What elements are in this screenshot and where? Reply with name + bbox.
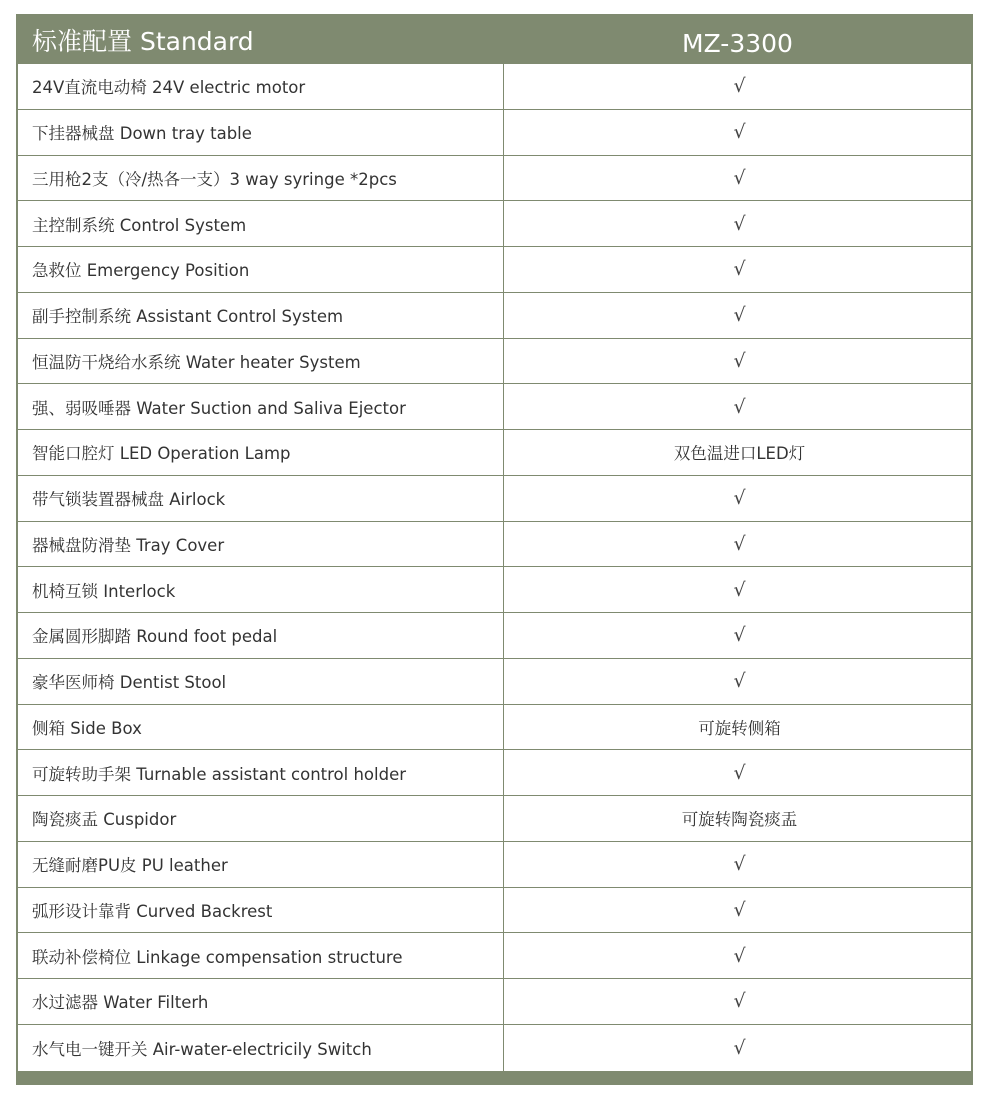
table-row — [18, 888, 971, 934]
check-mark-icon: √ — [733, 578, 746, 601]
table-body — [18, 64, 971, 1071]
table-row — [18, 64, 971, 110]
row-label: 弧形设计靠背 Curved Backrest — [18, 888, 504, 933]
row-label: 主控制系统 Control System — [18, 201, 504, 246]
row-label: 侧箱 Side Box — [18, 705, 504, 750]
table-row — [18, 659, 971, 705]
check-mark-icon: √ — [733, 990, 746, 1013]
check-mark-icon: √ — [733, 349, 746, 372]
row-label: 可旋转助手架 Turnable assistant control holder — [18, 750, 504, 795]
table-row — [18, 156, 971, 202]
table-row — [18, 110, 971, 156]
table-row — [18, 293, 971, 339]
row-label: 带气锁装置器械盘 Airlock — [18, 476, 504, 521]
row-label: 无缝耐磨PU皮 PU leather — [18, 842, 504, 887]
table-header — [18, 16, 971, 64]
row-label: 副手控制系统 Assistant Control System — [18, 293, 504, 338]
check-mark-icon: √ — [733, 944, 746, 967]
check-mark-icon: √ — [733, 532, 746, 555]
table-row — [18, 567, 971, 613]
check-mark-icon: √ — [733, 75, 746, 98]
row-label: 金属圆形脚踏 Round foot pedal — [18, 613, 504, 658]
row-label: 陶瓷痰盂 Cuspidor — [18, 796, 504, 841]
check-mark-icon: √ — [733, 853, 746, 876]
table-row — [18, 247, 971, 293]
row-label: 联动补偿椅位 Linkage compensation structure — [18, 933, 504, 978]
table-row — [18, 933, 971, 979]
header-model: MZ-3300 — [682, 28, 793, 58]
row-label: 智能口腔灯 LED Operation Lamp — [18, 430, 504, 475]
table-row — [18, 339, 971, 385]
table-row — [18, 842, 971, 888]
table-row — [18, 796, 971, 842]
check-mark-icon: √ — [733, 212, 746, 235]
row-label: 水过滤器 Water Filterh — [18, 979, 504, 1024]
row-value: 可旋转陶瓷痰盂 — [681, 810, 798, 830]
table-row — [18, 1025, 971, 1071]
row-label: 器械盘防滑垫 Tray Cover — [18, 522, 504, 567]
table-row — [18, 979, 971, 1025]
table-footer-bar — [18, 1071, 971, 1083]
table-row — [18, 705, 971, 751]
table-row — [18, 613, 971, 659]
row-label: 下挂器械盘 Down tray table — [18, 110, 504, 155]
table-row — [18, 201, 971, 247]
row-label: 急救位 Emergency Position — [18, 247, 504, 292]
row-label: 24V直流电动椅 24V electric motor — [18, 64, 504, 109]
table-row — [18, 522, 971, 568]
row-label: 恒温防干烧给水系统 Water heater System — [18, 339, 504, 384]
row-label: 水气电一键开关 Air-water-electricily Switch — [18, 1025, 504, 1071]
check-mark-icon: √ — [733, 761, 746, 784]
check-mark-icon: √ — [733, 898, 746, 921]
check-mark-icon: √ — [733, 121, 746, 144]
table-row — [18, 750, 971, 796]
standard-config-table — [16, 14, 973, 1085]
check-mark-icon: √ — [733, 395, 746, 418]
table-row — [18, 384, 971, 430]
check-mark-icon: √ — [733, 166, 746, 189]
row-label: 机椅互锁 Interlock — [18, 567, 504, 612]
check-mark-icon: √ — [733, 487, 746, 510]
row-value: 双色温进口LED灯 — [673, 444, 806, 464]
table-row — [18, 476, 971, 522]
check-mark-icon: √ — [733, 624, 746, 647]
row-label: 三用枪2支（冷/热各一支）3 way syringe *2pcs — [18, 156, 504, 201]
header-title: 标准配置 Standard — [32, 27, 254, 56]
table-row — [18, 430, 971, 476]
row-label: 豪华医师椅 Dentist Stool — [18, 659, 504, 704]
check-mark-icon: √ — [733, 304, 746, 327]
check-mark-icon: √ — [733, 258, 746, 281]
check-mark-icon: √ — [733, 1036, 746, 1059]
row-label: 强、弱吸唾器 Water Suction and Saliva Ejector — [18, 384, 504, 429]
row-value: 可旋转侧箱 — [698, 718, 781, 738]
check-mark-icon: √ — [733, 670, 746, 693]
